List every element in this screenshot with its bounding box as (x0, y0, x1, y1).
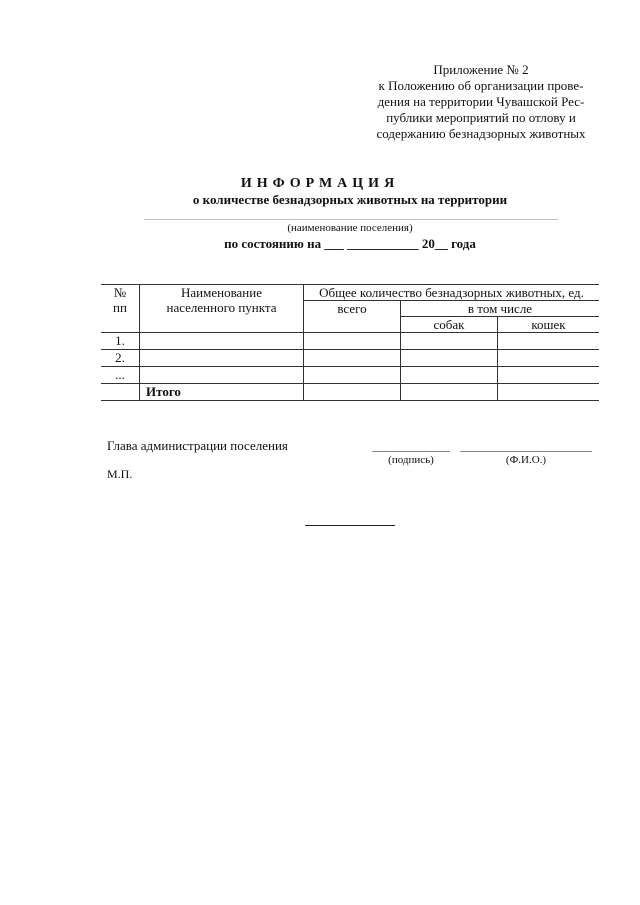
cell-settlement (140, 367, 304, 384)
table-row-total (101, 384, 599, 401)
col-header-total: Общее количество безнадзорных животных, ед. (304, 285, 600, 301)
cell-dogs (401, 384, 498, 401)
full-name-caption: (Ф.И.О.) (505, 454, 547, 466)
settlement-caption: (наименование поселения) (287, 222, 413, 234)
cell-cats (498, 333, 600, 350)
col-header-dogs: собак (401, 317, 498, 333)
col-header-settlement (140, 285, 304, 333)
cell-all (304, 333, 401, 350)
cell-all (304, 350, 401, 367)
stamp-place-label: М.П. (107, 467, 133, 481)
document-title: ИНФОРМАЦИЯ (240, 176, 400, 191)
cell-cats (498, 384, 600, 401)
col-header-number (101, 285, 140, 333)
col-header-settlement-l2: населенного пункта (166, 300, 277, 315)
table-row (101, 350, 599, 367)
settlement-name-line (144, 219, 558, 220)
col-header-settlement-l1: Наименование (181, 285, 262, 300)
document-subtitle: о количестве безнадзорных животных на территории (192, 192, 508, 207)
signature-line (372, 451, 450, 452)
cell-all (304, 367, 401, 384)
cell-number: 2. (101, 350, 140, 367)
col-header-all: всего (304, 301, 401, 333)
cell-dogs (401, 333, 498, 350)
cell-dogs (401, 367, 498, 384)
cell-number: ... (101, 367, 140, 384)
table-row (101, 367, 599, 384)
table-row (101, 333, 599, 350)
cell-dogs (401, 350, 498, 367)
total-label: Итого (140, 384, 304, 401)
cell-cats (498, 367, 600, 384)
head-of-administration-label: Глава администрации поселения (107, 438, 288, 453)
cell-number (101, 384, 140, 401)
col-header-cats: кошек (498, 317, 600, 333)
cell-cats (498, 350, 600, 367)
col-header-number-l1: № (113, 285, 127, 300)
document-end-line (305, 525, 395, 526)
appendix-line: к Положению об организации прове- (378, 78, 584, 93)
appendix-line: содержанию безнадзорных животных (376, 126, 586, 141)
appendix-line: дения на территории Чувашской Рес- (377, 94, 585, 109)
full-name-line (460, 451, 592, 452)
signature-caption: (подпись) (388, 454, 434, 466)
appendix-line: публики мероприятий по отлову и (386, 110, 576, 125)
appendix-note (362, 62, 600, 142)
col-header-number-l2: пп (113, 300, 127, 315)
as-of-date-line: по состоянию на ___ ___________ 20__ года (224, 236, 476, 251)
col-header-including: в том числе (401, 301, 600, 317)
cell-number: 1. (101, 333, 140, 350)
cell-all (304, 384, 401, 401)
animals-table (101, 284, 599, 401)
appendix-line: Приложение № 2 (433, 62, 529, 77)
cell-settlement (140, 350, 304, 367)
cell-settlement (140, 333, 304, 350)
